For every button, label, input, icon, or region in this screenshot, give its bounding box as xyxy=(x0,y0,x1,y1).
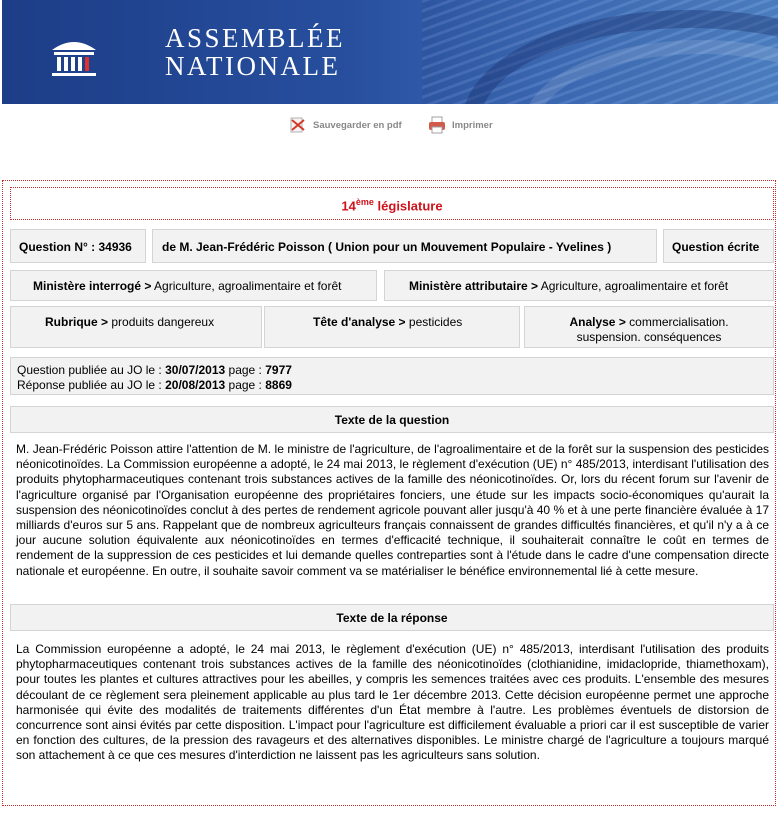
question-author: de M. Jean-Frédéric Poisson ( Union pour un Mouvement Populaire - Yvelines ) xyxy=(162,240,612,254)
pdf-icon xyxy=(288,116,308,134)
rubrique xyxy=(45,315,214,329)
logo-line-1: ASSEMBLÉE xyxy=(165,23,346,53)
printer-icon xyxy=(427,116,447,134)
publication-question xyxy=(17,363,292,378)
question-number-value: 34936 xyxy=(98,240,132,254)
tete-analyse-value: pesticides xyxy=(408,315,463,329)
assemblee-logo-text[interactable] xyxy=(165,24,345,80)
publication-reponse-prefix: Réponse publiée au JO le : xyxy=(17,378,162,392)
analyse-value-line1: commercialisation. xyxy=(629,315,729,329)
question-text-body: M. Jean-Frédéric Poisson attire l'attention de M. le ministre de l'agriculture, de l'agroalimentaire et de la forêt sur la suspension des pesticides néonicotinoïdes. La Commission européenne a adopté, le 24 mai 2013, le règlement d'exécution (UE) n° 485/2013, interdisant l'utilisation des produits phytopharmaceutiques contenant trois substances actives de la famille des néonicotinoïdes. Or, lors du récent forum sur l'avenir de l'agriculture organisé par l'Organisation européenne des propriétaires fonciers, une étude sur les impacts socio-économiques qu'aurait la suspension des néonicotinoïdes conclut à des pertes de rendement agricole pouvant aller jusqu'à 40 % et à une perte financière évaluée à 17 milliards d'euros sur 5 ans. Rappelant que de nombreux agriculteurs français connaissent de grandes difficultés financières, et qu'il n'y a à ce jour aucune solution équivalente aux néonicotinoïdes en termes d'efficacité technique, il souhaiterait connaître le coût en termes de rendement de la suppression de ces pesticides et lui demande quelles contreparties sont à l'étude dans le cadre d'une compensation directe nationale et européenne. En outre, il souhaite savoir comment va se matérialiser le bénéfice environnemental lié à cette mesure. xyxy=(16,442,769,578)
publication-question-date: 30/07/2013 xyxy=(165,363,226,377)
legislature-box xyxy=(10,187,774,220)
legislature-number: 14 xyxy=(341,198,356,214)
print-button[interactable] xyxy=(427,116,493,134)
publication-reponse xyxy=(17,378,292,393)
tete-analyse-cell xyxy=(264,306,520,348)
analyse-value-line2: suspension. conséquences xyxy=(576,330,722,344)
publication-reponse-page-label: page : xyxy=(228,378,262,392)
publication-reponse-page: 8869 xyxy=(265,378,292,392)
response-text-body: La Commission européenne a adopté, le 24 mai 2013, le règlement d'exécution (UE) n° 485/2013, interdisant l'utilisation des produits phytopharmaceutiques contenant trois substances actives de la famille des néonicotinoïdes (clothianidine, imidaclopride, thiamethoxam), pour toutes les plantes et cultures attractives pour les abeilles, y compris les semences traitées avec ces produits. L'ensemble des mesures découlant de ce règlement sera pleinement applicable au plus tard le 1er décembre 2013. Cette décision européenne permet une approche harmonisée qui évite des modalités de traitements différentes d'un État membre à l'autre. Les problèmes éventuels de distorsion de concurrence sont ainsi évités par cette disposition. L'impact pour l'agriculture est difficilement évaluable a priori car il est susceptible de varier en fonction des cultures, de la pression des ravageurs et des alternatives disponibles. Le ministre chargé de l'agriculture a toujours marqué son attachement à ce que ces mesures d'interdiction ne laissent pas les agriculteurs sans solution. xyxy=(16,642,769,763)
print-label: Imprimer xyxy=(452,119,493,131)
ministere-interroge xyxy=(33,279,341,293)
question-number xyxy=(19,240,132,254)
response-text-heading-box xyxy=(10,604,774,631)
question-author-cell xyxy=(152,229,657,263)
legislature-suffix: ème xyxy=(355,197,374,207)
logo-line-2: NATIONALE xyxy=(165,51,341,81)
publication-reponse-date: 20/08/2013 xyxy=(165,378,226,392)
ministere-interroge-cell xyxy=(10,270,377,301)
ministere-attributaire xyxy=(409,279,728,293)
response-text-heading: Texte de la réponse xyxy=(336,611,448,625)
publication-question-prefix: Question publiée au JO le : xyxy=(17,363,162,377)
tete-analyse xyxy=(313,315,462,329)
question-number-label: Question N° : xyxy=(19,240,96,254)
rubrique-cell xyxy=(10,306,262,348)
ministere-interroge-value: Agriculture, agroalimentaire et forêt xyxy=(154,279,342,293)
question-text-heading-box xyxy=(10,406,774,433)
analyse-label: Analyse > xyxy=(569,315,626,329)
question-type-cell xyxy=(663,229,774,263)
question-number-cell xyxy=(10,229,146,263)
rubrique-label: Rubrique > xyxy=(45,315,109,329)
ministere-attributaire-value: Agriculture, agroalimentaire et forêt xyxy=(540,279,729,293)
assemblee-logo-icon[interactable] xyxy=(48,36,100,78)
question-type: Question écrite xyxy=(672,240,760,254)
analyse xyxy=(525,315,773,345)
rubrique-value: produits dangereux xyxy=(111,315,215,329)
publication-question-page: 7977 xyxy=(265,363,292,377)
publication-question-page-label: page : xyxy=(228,363,262,377)
publication-box xyxy=(10,357,774,395)
header-banner xyxy=(2,0,778,104)
question-text-heading: Texte de la question xyxy=(334,413,450,427)
ministere-attributaire-label: Ministère attributaire > xyxy=(409,279,539,293)
analyse-cell xyxy=(524,306,774,348)
legislature-title xyxy=(11,197,773,213)
ministere-attributaire-cell xyxy=(384,270,774,301)
ministere-interroge-label: Ministère interrogé > xyxy=(33,279,152,293)
save-pdf-label: Sauvegarder en pdf xyxy=(313,119,402,131)
tete-analyse-label: Tête d'analyse > xyxy=(313,315,406,329)
legislature-label: législature xyxy=(377,198,443,214)
save-pdf-button[interactable] xyxy=(288,116,402,134)
